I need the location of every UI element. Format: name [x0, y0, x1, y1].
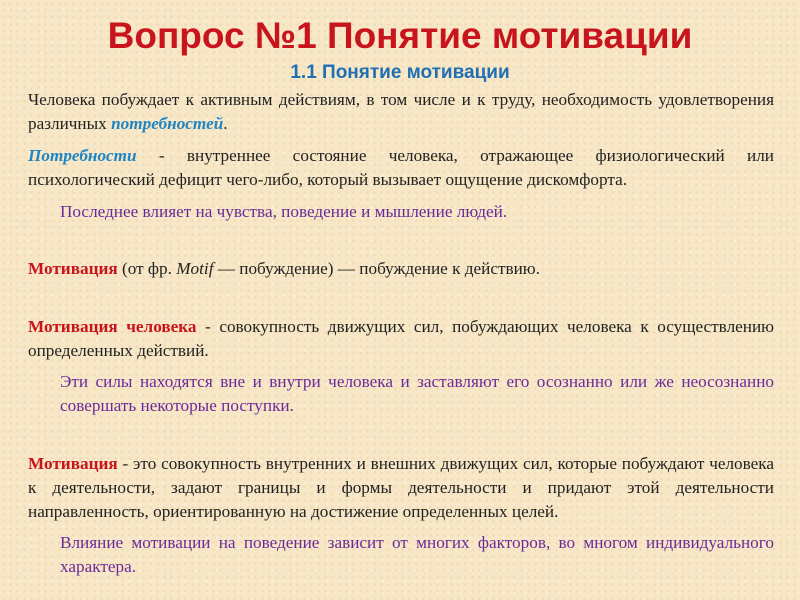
paragraph-text: - внутреннее состояние человека, отражающее физиологический или психологический дефицит чего-либо, который вызывает ощущение дискомфорта.	[28, 146, 774, 189]
slide-content	[28, 88, 774, 579]
paragraph-motivation-definition	[28, 452, 774, 524]
paragraph-needs-influence: Последнее влияет на чувства, поведение и мышление людей.	[60, 202, 508, 221]
paragraph-text: - это совокупность внутренних и внешних движущих сил, которые побуждают человека к деятельности, задают границы и формы деятельности и придают этой деятельности направленность, ориентированную на достижение определенных целей.	[28, 454, 774, 521]
paragraph-end: .	[223, 114, 228, 133]
paragraph-needs-definition	[28, 144, 774, 192]
paragraph-text: Человека побуждает к активным действиям, в том числе и к труду, необходимость удовлетворения различных	[28, 90, 774, 133]
paragraph-influence: Влияние мотивации на поведение зависит от многих факторов, во многом индивидуального характера.	[60, 533, 774, 576]
paragraph-human-motivation	[28, 315, 774, 363]
term-needs-def: Потребности	[28, 146, 137, 165]
term-motivation-def: Мотивация	[28, 454, 118, 473]
paragraph-text: - совокупность движущих сил, побуждающих человека к осуществлению определенных действий.	[28, 317, 775, 360]
slide-title: Вопрос №1 Понятие мотивации	[107, 15, 693, 56]
slide-subtitle: 1.1 Понятие мотивации	[290, 62, 510, 83]
foreign-word: Motif	[176, 259, 214, 278]
paragraph-motivation-etymology	[28, 257, 774, 281]
term-motivation: Мотивация	[28, 259, 118, 278]
paragraph-text-pre: (от фр.	[117, 259, 177, 278]
term-needs: потребностей	[111, 114, 224, 133]
term-human-motivation: Мотивация человека	[28, 317, 197, 336]
paragraph-needs-drive	[28, 88, 774, 136]
paragraph-forces: Эти силы находятся вне и внутри человека и заставляют его осознанно или же неосознанно совершать некоторые поступки.	[60, 372, 774, 415]
paragraph-text-post: — побуждение) — побуждение к действию.	[213, 259, 540, 278]
